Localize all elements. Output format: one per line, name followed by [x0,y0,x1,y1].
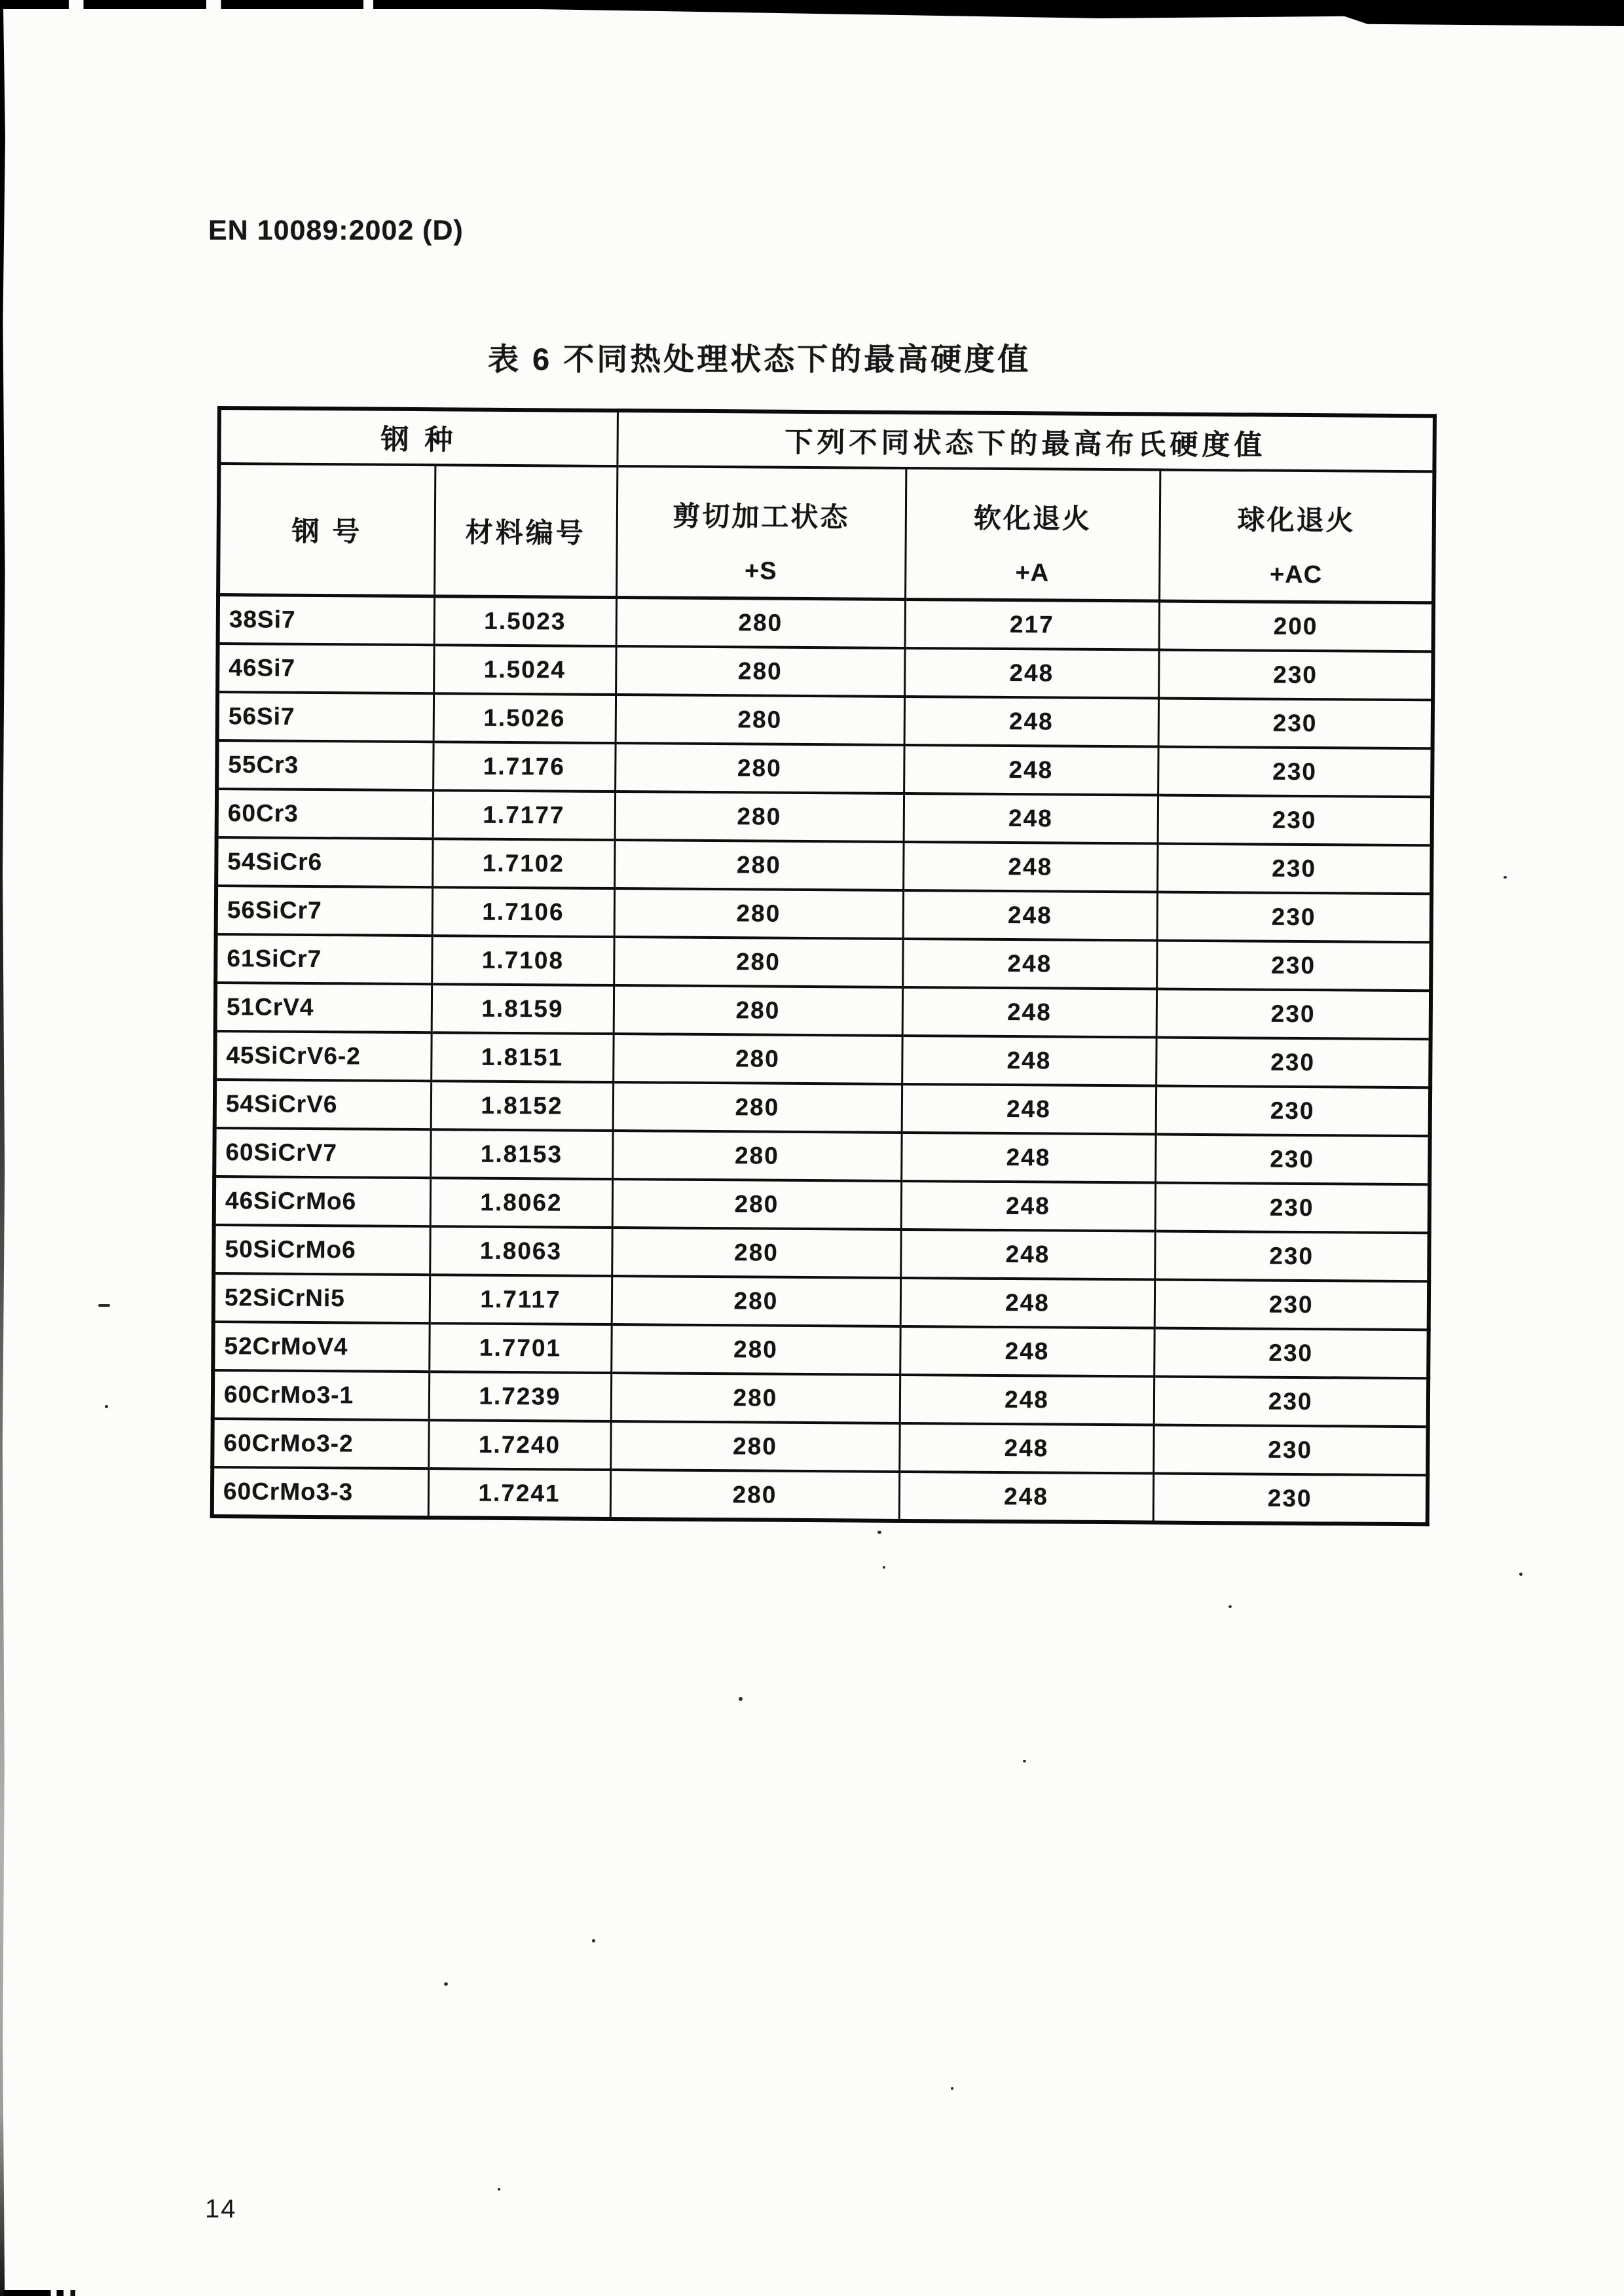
material-number-cell: 1.8152 [431,1081,614,1131]
hardness-a-cell: 248 [900,1230,1154,1280]
material-number-cell: 1.8063 [430,1226,612,1276]
material-number-cell: 1.7177 [433,790,616,840]
steel-grade-cell: 60CrMo3-3 [212,1467,428,1518]
steel-grade-cell: 51CrV4 [215,983,432,1032]
hardness-a-cell: 248 [904,648,1158,699]
steel-grade-cell: 46Si7 [217,644,434,693]
scan-speck [592,1939,595,1942]
table-row [213,1273,1429,1330]
material-number-cell: 1.5023 [434,596,617,646]
hardness-a-cell: 248 [904,793,1158,844]
hardness-ac-cell: 230 [1157,844,1431,894]
hardness-group-header: 下列不同状态下的最高布氏硬度值 [617,410,1435,471]
scan-speck [105,1405,108,1408]
steel-grade-cell: 60CrMo3-2 [212,1419,428,1468]
hardness-a-cell: 248 [902,987,1156,1038]
steel-grade-cell: 46SiCrMo6 [214,1176,430,1226]
scan-speck [883,1566,885,1569]
material-number-cell: 1.8153 [430,1129,613,1179]
steel-grade-cell: 60Cr3 [217,789,433,839]
hardness-s-cell: 280 [613,1082,902,1133]
table-group-header-row [219,408,1435,471]
hardness-a-cell: 248 [901,1181,1155,1231]
col-header-label: 软化退火 [973,502,1092,534]
hardness-a-cell: 248 [902,1036,1156,1086]
material-number-cell: 1.5024 [434,645,616,695]
hardness-a-cell: 248 [902,939,1156,989]
page-number: 14 [205,2195,237,2223]
hardness-ac-cell: 230 [1154,1328,1428,1379]
hardness-s-cell: 280 [611,1373,900,1423]
hardness-ac-cell: 230 [1156,1086,1430,1137]
steel-grade-cell: 56SiCr7 [216,886,432,936]
steel-grade-cell: 52CrMoV4 [213,1322,429,1372]
hardness-a-cell: 248 [904,745,1158,795]
hardness-ac-cell: 230 [1158,795,1432,846]
hardness-a-cell: 248 [900,1326,1154,1377]
scan-artifact-left-edge [0,0,5,2296]
col-header-code: +AC [1269,560,1323,589]
table-row [215,1031,1430,1087]
hardness-a-cell: 217 [905,599,1159,649]
steel-grade-cell: 38Si7 [218,595,434,646]
table-row [216,886,1431,942]
table-row [215,983,1431,1039]
hardness-a-cell: 248 [900,1375,1154,1425]
material-number-cell: 1.8062 [430,1178,613,1228]
hardness-s-cell: 280 [612,1276,900,1326]
steel-grade-cell: 55Cr3 [217,740,433,790]
table-row [217,692,1433,748]
hardness-a-cell: 248 [899,1472,1153,1523]
material-number-cell: 1.7241 [428,1468,611,1519]
table-row [213,1370,1428,1427]
table-row [218,595,1433,652]
steel-grade-cell: 60SiCrV7 [214,1128,430,1178]
scan-speck [444,1982,448,1986]
hardness-s-cell: 280 [610,1421,899,1472]
scan-speck [98,1304,110,1307]
col-header-label: 球化退火 [1237,504,1356,536]
steel-group-header: 钢 种 [219,408,618,466]
steel-grade-cell: 54SiCrV6 [215,1080,431,1129]
steel-grade-cell: 50SiCrMo6 [213,1225,430,1275]
hardness-ac-cell: 230 [1157,892,1431,943]
hardness-a-cell: 248 [900,1278,1154,1328]
hardness-s-cell: 280 [614,840,903,890]
col-header-sheared-state [616,466,906,599]
col-header-label: 钢 号 [291,515,363,547]
col-header-material-number [434,465,617,597]
table-title: 表 6 不同热处理状态下的最高硬度值 [488,342,1031,376]
table-row [216,837,1431,894]
hardness-ac-cell: 230 [1154,1280,1429,1330]
hardness-s-cell: 280 [612,1131,901,1181]
steel-grade-cell: 60CrMo3-1 [213,1370,429,1420]
hardness-ac-cell: 230 [1153,1474,1428,1525]
material-number-cell: 1.8159 [432,984,614,1034]
hardness-ac-cell: 230 [1154,1377,1428,1427]
hardness-ac-cell: 230 [1155,1135,1430,1185]
col-header-code: +A [1015,559,1050,587]
scan-top-dashed-band [0,0,982,9]
hardness-s-cell: 280 [616,598,905,648]
table-row [217,644,1433,700]
hardness-a-cell: 248 [901,1133,1155,1183]
steel-grade-cell: 45SiCrV6-2 [215,1031,431,1081]
hardness-ac-cell: 230 [1158,650,1433,701]
table-row [212,1419,1428,1475]
hardness-s-cell: 280 [616,646,904,697]
hardness-ac-cell: 230 [1156,1038,1430,1088]
hardness-ac-cell: 230 [1156,989,1431,1040]
scan-speck [877,1531,881,1534]
hardness-s-cell: 280 [615,743,904,793]
scan-speck [1519,1573,1522,1576]
material-number-cell: 1.7108 [432,936,614,985]
col-header-label: 剪切加工状态 [673,500,850,533]
table-row [217,789,1432,845]
table-row [213,1225,1429,1281]
table-body [212,595,1433,1525]
hardness-s-cell: 280 [614,985,902,1036]
scan-speck [951,2087,953,2090]
scan-speck [1228,1605,1232,1608]
hardness-s-cell: 280 [615,792,904,842]
hardness-a-cell: 248 [903,890,1157,941]
hardness-ac-cell: 200 [1159,601,1433,651]
hardness-s-cell: 280 [612,1179,901,1230]
scan-speck [1504,876,1507,879]
hardness-table [210,406,1437,1526]
hardness-a-cell: 248 [903,842,1157,892]
material-number-cell: 1.7106 [432,887,615,937]
scan-artifact-top-edge [0,0,1624,27]
hardness-ac-cell: 230 [1153,1425,1428,1476]
hardness-s-cell: 280 [612,1228,900,1278]
scan-speck [498,2188,500,2191]
scan-artifact-bottom-left [4,2290,89,2296]
steel-grade-cell: 52SiCrNi5 [213,1273,430,1323]
hardness-ac-cell: 230 [1158,747,1432,797]
table-row [215,1080,1430,1136]
hardness-ac-cell: 230 [1156,941,1431,991]
scan-speck [1023,1760,1026,1762]
steel-grade-cell: 61SiCr7 [215,934,432,984]
material-number-cell: 1.7102 [432,839,615,888]
table-row [215,934,1431,991]
table-row [212,1467,1428,1524]
table-row [213,1322,1428,1378]
hardness-a-cell: 248 [899,1423,1153,1474]
material-number-cell: 1.7117 [430,1275,612,1324]
table-row [214,1176,1430,1233]
col-header-spheroidized-annealed [1159,470,1434,603]
standard-reference: EN 10089:2002 (D) [208,215,464,246]
scan-speck [739,1697,743,1701]
material-number-cell: 1.5026 [434,693,616,743]
hardness-s-cell: 280 [616,695,904,745]
hardness-ac-cell: 230 [1158,699,1433,749]
material-number-cell: 1.8151 [431,1032,614,1082]
col-header-steel-grade [218,464,435,596]
col-header-soft-annealed [905,468,1160,601]
steel-grade-cell: 54SiCr6 [216,837,432,887]
hardness-a-cell: 248 [902,1084,1156,1135]
material-number-cell: 1.7701 [429,1323,612,1373]
material-number-cell: 1.7239 [429,1372,612,1421]
table-row [217,740,1432,797]
col-header-code: +S [744,557,777,585]
hardness-s-cell: 280 [613,1034,902,1084]
steel-grade-cell: 56Si7 [217,692,434,742]
hardness-s-cell: 280 [611,1324,900,1375]
hardness-ac-cell: 230 [1154,1231,1429,1282]
hardness-s-cell: 280 [614,888,903,939]
hardness-s-cell: 280 [614,937,902,987]
material-number-cell: 1.7176 [433,742,616,792]
hardness-s-cell: 280 [610,1470,899,1521]
hardness-a-cell: 248 [904,697,1158,747]
hardness-ac-cell: 230 [1155,1183,1430,1233]
table-column-header-row [218,464,1434,603]
scan-top-solid-band [458,0,1624,26]
material-number-cell: 1.7240 [428,1420,611,1470]
table-row [214,1128,1430,1184]
col-header-label: 材料编号 [465,517,586,549]
